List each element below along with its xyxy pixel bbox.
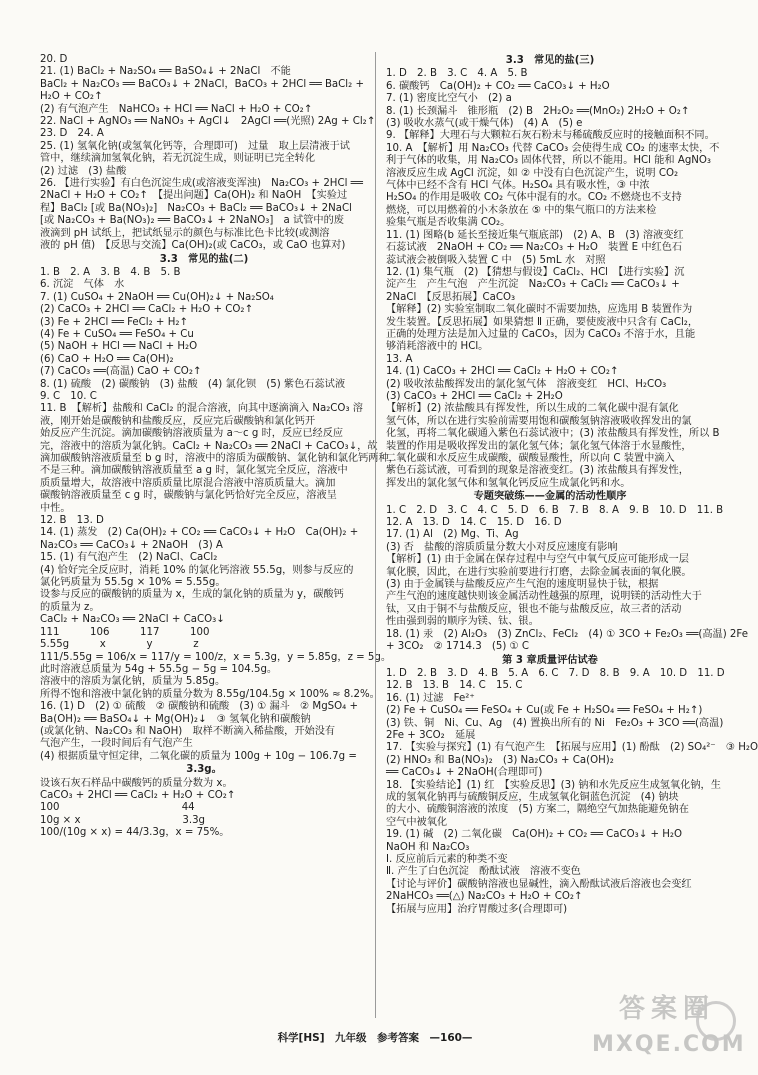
answer-line: (3) 否 盐酸的溶质质量分数大小对反应速度有影响 [386,541,618,553]
answer-line: 10. A 【解析】用 Na₂CO₃ 代替 CaCO₃ 会使得生成 CO₂ 的速率太快，不 [386,142,720,154]
answer-line: 管中，继续滴加氢氧化钠，若无沉淀生成，则证明已完全转化 [40,153,316,165]
answer-line: 溶液中的溶质为氯化钠，质量为 5.85g。 [40,676,226,688]
answer-line: 13. A [386,353,413,365]
answer-line: (2) 过滤 (3) 盐酸 [40,165,127,177]
answer-line: (2) 有气泡产生 NaHCO₃ + HCl ══ NaCl + H₂O + CO₂↑ [40,103,313,115]
answer-line: (6) CaO + H₂O ══ Ca(OH)₂ [40,353,174,365]
answer-line: 氢气体，所以在进行实验前需要用饱和碳酸氢钠溶液吸收挥发出的氯 [386,415,692,427]
answer-line: 石蕊试液 2NaOH + CO₂ ══ Na₂CO₃ + H₂O 装置 E 中红色石 [386,242,683,254]
answer-line: CaCO₃ + 2HCl ══ CaCl₂ + H₂O + CO₂↑ [40,789,236,801]
answer-line: 【解释】(2) 实验室制取二氧化碳时不需要加热，应选用 B 装置作为 [386,304,693,316]
answer-line: 2NaCl + H₂O + CO₂↑ 【提出问题】Ca(OH)₂ 和 NaOH 【实验过 [40,190,348,202]
answer-line: 气体中已经不含有 HCl 气体。H₂SO₄ 具有吸水性，③ 中浓 [386,180,650,192]
answer-line: (2) Fe + CuSO₄ ══ FeSO₄ + Cu(或 Fe + H₂SO₄ ══ FeSO₄ + H₂↑) [386,705,703,717]
answer-line: 25. (1) 氢氧化钠(或氢氧化钙等，合理即可) 过量 取上层清液于试 [40,140,350,152]
answer-line: ══ CaCO₃↓ + 2NaOH(合理即可) [386,767,543,779]
answer-line: 淀产生 产生气泡 产生沉淀 Na₂CO₃ + CaCl₂ ══ CaCO₃↓ + [386,279,680,291]
answer-line: 利于气体的收集，用 Na₂CO₃ 固体代替，所以不能用。HCl 能和 AgNO₃ [386,155,712,167]
answer-line: 18. (1) 汞 (2) Al₂O₃ (3) ZnCl₂、FeCl₂ (4) ① 3CO + Fe₂O₃ ══(高温) 2Fe [386,628,748,640]
answer-line: 【解析】(1) 由于金属在保存过程中与空气中氧气反应可能形成一层 [386,554,689,566]
answer-line: 始反应产生沉淀。滴加碳酸钠溶液质量为 a～c g 时，反应已经反应 [40,428,344,440]
answer-line: 2NaHCO₃ ══(△) Na₂CO₃ + H₂O + CO₂↑ [386,891,583,903]
answer-line: 14. (1) 蒸发 (2) Ca(OH)₂ + CO₂ ══ CaCO₃↓ + H₂O Ca(OH)₂ + [40,527,359,539]
answer-line: 第 3 章质量评估试卷 [502,654,598,666]
answer-line: 8. (1) 长颈漏斗 锥形瓶 (2) B 2H₂O₂ ══(MnO₂) 2H₂O + O₂↑ [386,105,690,117]
answer-line: 100 44 [40,802,195,814]
watermark-bottom-text: MXQE.COM [592,1032,746,1057]
answer-line: 设参与反应的碳酸钠的质量为 x，生成的氯化钠的质量为 y，碳酸钙 [40,589,344,601]
answer-line: 10g × x 3.3g [40,814,206,826]
answer-line: (2) 吸收浓盐酸挥发出的氯化氢气体 溶液变红 HCl、H₂CO₃ [386,378,667,390]
answer-line: (7) CaCO₃ ══(高温) CaO + CO₂↑ [40,366,202,378]
answer-line: 2Fe + 3CO₂ 延展 [386,729,476,741]
answer-line: 7. (1) 密度比空气小 (2) a [386,93,512,105]
answer-line: 16. (1) D (2) ① 硫酸 ② 碳酸钠和硫酸 (3) ① 漏斗 ② MgSO₄ + [40,701,358,713]
column-divider [375,52,376,1018]
answer-line: 液的 pH 值) 【反思与交流】Ca(OH)₂(或 CaCO₃，或 CaO 也算对) [40,240,346,252]
answer-line: 的大小、硫酸铜溶液的浓度 (5) 方案二，隔绝空气加热能避免钠在 [386,804,689,816]
answer-line: 20. D [40,54,68,65]
answer-line: 14. (1) CaCO₃ + 2HCl ══ CaCl₂ + H₂O + CO₂↑ [386,366,619,378]
answer-line: + 3CO₂ ② 1714.3 (5) ① C [386,641,530,653]
answer-line: 21. (1) BaCl₂ + Na₂SO₄ ══ BaSO₄↓ + 2NaCl 不能 [40,66,291,78]
answer-line: (或氯化钠、Na₂CO₃ 和 NaOH) 取样不断滴入稀盐酸，开始没有 [40,725,336,737]
answer-line: 5.55g x y z [40,639,199,651]
answer-line: (3) Fe + 2HCl ══ FeCl₂ + H₂↑ [40,316,188,328]
watermark-logo [592,994,746,1069]
answer-line: (5) NaOH + HCl ══ NaCl + H₂O [40,341,198,353]
answer-line: 正确的处理方法是加入过量的 CaCO₃，因为 CaCO₃ 不溶于水，且能 [386,328,696,340]
answer-line: 【解析】(2) 浓盐酸具有挥发性，所以生成的二氧化碳中混有氯化 [386,403,679,415]
answer-line: 蕊试液会被倒吸入装置 C 中 (5) 5mL 水 对照 [386,254,606,266]
answer-line: 产生气泡的速度越快则该金属活动性越强的原理，说明镁的活动性大于 [386,591,702,603]
answer-line: NaOH 和 Na₂CO₃ [386,841,470,853]
answer-line: 26. 【进行实验】有白色沉淀生成(或溶液变浑浊) Na₂CO₃ + 2HCl ══ [40,178,363,190]
answer-line: 23. D 24. A [40,128,104,140]
answer-line: 碳酸钠溶液质量至 c g 时，碳酸钠与氯化钙恰好完全反应，溶液呈 [40,490,337,502]
left-column [40,54,399,840]
answer-line: 3.3g。 [186,764,222,776]
answer-line: 装置的作用是吸收挥发出的氯化氢气体；氯化氢气体溶于水显酸性， [386,440,692,452]
answer-line: 验集气瓶是否收集满 CO₂。 [386,217,511,229]
answer-line: [或 Na₂CO₃ + Ba(NO₃)₂ ══ BaCO₃↓ + 2NaNO₃] a 试管中的废 [40,215,344,227]
answer-line: 钛，又由于铜不与盐酸反应，银也不能与盐酸反应，故三者的活动 [386,603,682,615]
answer-line: (3) 由于金属镁与盐酸反应产生气泡的速度明显快于钛，根据 [386,579,659,591]
answer-line: 专题突破练——金属的活动性顺序 [473,491,627,503]
answer-line: 【拓展与应用】治疗胃酸过多(合理即可) [386,903,568,915]
watermark-top-text: 答案圈 [618,994,715,1024]
answer-line: CaCl₂ + Na₂CO₃ ══ 2NaCl + CaCO₃↓ [40,614,225,626]
answer-line: 氧化膜，因此，在进行实验前要进行打磨，去除金属表面的氧化膜。 [386,566,692,578]
answer-line: 11. B 【解析】盐酸和 CaCl₂ 的混合溶液，向其中逐滴滴入 Na₂CO₃ 溶 [40,403,363,415]
answer-line: 17. (1) Al (2) Mg、Ti、Ag [386,529,519,541]
answer-line: 挥发出的氯化氢气体和氢氧化钙反应生成氯化钙和水。 [386,477,631,489]
answer-line: (3) 吸收水蒸气(或干燥气体) (4) A (5) e [386,118,583,130]
answer-line: 6. 碳酸钙 Ca(OH)₂ + CO₂ ══ CaCO₃↓ + H₂O [386,80,610,92]
answer-line: 中性。 [40,502,71,514]
answer-line: 发生装置。【反思拓展】如果猜想 Ⅱ 正确，要使废液中只含有 CaCl₂， [386,316,699,328]
answer-line: 18. 【实验结论】(1) 红 【实验反思】(3) 钠和水先反应生成氢氧化钠，生 [386,779,721,791]
answer-line: Na₂CO₃ ══ CaCO₃↓ + 2NaOH (3) A [40,539,223,551]
answer-line: 完，溶液中的溶质为氯化钠。CaCl₂ + Na₂CO₃ ══ 2NaCl + CaCO₃↓，故 [40,440,378,452]
answer-line: 3.3 常见的盐(二) [159,253,249,265]
answer-line: 17. 【实验与探究】(1) 有气泡产生 【拓展与应用】(1) 酚酞 (2) SO₄²⁻ ③ H₂O [386,742,758,754]
answer-line: 此时溶液总质量为 54g + 55.5g − 5g = 104.5g。 [40,663,278,675]
answer-line: 够消耗溶液中的 HCl。 [386,341,489,353]
answer-line: 紫色石蕊试液，可看到的现象是溶液变红。(3) 浓盐酸具有挥发性， [386,465,689,477]
answer-line: 滴加碳酸钠溶液质量至 b g 时，溶液中的溶质为碳酸钠、氯化钠和氯化钙两种， [40,453,399,464]
answer-line: 燃烧，可以用燃着的小木条放在 ⑤ 中的集气瓶口的方法来检 [386,204,657,216]
answer-line: H₂O + CO₂↑ [40,91,103,103]
answer-line: 100/(10g × x) = 44/3.3g，x = 75%。 [40,827,230,839]
answer-line: 不是三种。滴加碳酸钠溶液质量至 a g 时，氯化氢完全反应，溶液中 [40,465,348,477]
answer-line: 二氧化碳和水反应生成碳酸，碳酸显酸性，所以向 C 装置中滴入 [386,453,675,464]
answer-line: 3.3 常见的盐(三) [505,55,595,66]
answer-line: 11. (1) 图略(b 延长至接近集气瓶底部) (2) A、B (3) 溶液变红 [386,229,684,241]
answer-line: 12. B 13. D [40,515,104,527]
answer-line: (2) HNO₃ 和 Ba(NO₃)₂ (3) Na₂CO₃ + Ca(OH)₂ [386,754,614,766]
answer-line: 质质量增大，故溶液中溶质质量比原混合溶液中溶质质量大。滴加 [40,477,336,489]
answer-line: 性由强到弱的顺序为镁、钛、银。 [386,616,539,628]
answer-line: 液，刚开始是碳酸钠和盐酸反应，反应完后碳酸钠和氯化钙开 [40,415,316,427]
answer-line: 19. (1) 碱 (2) 二氧化碳 Ca(OH)₂ + CO₂ ══ CaCO₃↓ + H₂O [386,829,683,841]
answer-line: 1. D 2. B 3. D 4. B 5. A 6. C 7. D 8. B 9. A 10. D 11. D [386,667,725,679]
answer-line: 9. C 10. C [40,390,97,402]
right-column [386,54,758,916]
answer-line: 111/5.55g = 106/x = 117/y = 100/z，x = 5.3g，y = 5.85g，z = 5g。 [40,651,392,663]
answer-line: (3) CaCO₃ + 2HCl ══ CaCl₂ + 2H₂O [386,390,563,402]
answer-line: 8. (1) 硫酸 (2) 碳酸钠 (3) 盐酸 (4) 氯化钡 (5) 紫色石蕊试液 [40,378,346,390]
answer-line: Ⅰ. 反应前后元素的种类不变 [386,854,508,865]
answer-line: 2NaCl 【反思拓展】CaCO₃ [386,291,516,303]
answer-line: (4) Fe + CuSO₄ ══ FeSO₄ + Cu [40,328,194,340]
answer-line: 溶液反应生成 AgCl 沉淀，如 ② 中没有白色沉淀产生，说明 CO₂ [386,167,679,179]
answer-line: 气泡产生，一段时间后有气泡产生 [40,738,193,750]
answer-line: Ba(OH)₂ ══ BaSO₄↓ + Mg(OH)₂↓ ③ 氢氧化钠和碳酸钠 [40,713,311,725]
answer-line: 1. D 2. B 3. C 4. A 5. B [386,68,528,80]
answer-line: 成的氢氧化钠再与硫酸铜反应，生成氢氧化铜蓝色沉淀 (4) 钠块 [386,791,679,803]
answer-line: 1. B 2. A 3. B 4. B 5. B [40,266,181,278]
answer-line: 的质量为 z。 [40,601,100,613]
answer-line: Ⅱ. 产生了白色沉淀 酚酞试液 溶液不变色 [386,866,581,878]
answer-line: 液滴到 pH 试纸上，把试纸显示的颜色与标准比色卡比较(或测溶 [40,227,330,239]
answer-line: 【讨论与评价】碳酸钠溶液也显碱性，滴入酚酞试液后溶液也会变红 [386,878,692,890]
answer-line: 12. (1) 集气瓶 (2) 【猜想与假设】CaCl₂、HCl 【进行实验】沉 [386,266,685,278]
answer-line: 1. C 2. D 3. C 4. C 5. D 6. B 7. B 8. A 9. B 10. D 11. B [386,504,724,516]
answer-line: 9. 【解释】大理石与大颗粒石灰石粉末与稀硫酸反应时的接触面积不同。 [386,130,715,142]
answer-line: (3) 铁、铜 Ni、Cu、Ag (4) 置换出所有的 Ni Fe₂O₃ + 3CO ══(高温) [386,717,724,729]
answer-line: 氯化钙质量为 55.5g × 10% = 5.55g。 [40,577,226,589]
answer-line: 22. NaCl + AgNO₃ ══ NaNO₃ + AgCl↓ 2AgCl ══(光照) 2Ag + Cl₂↑ [40,116,376,128]
answer-line: 程】BaCl₂ [或 Ba(NO₃)₂] Na₂CO₃ + BaCl₂ ══ BaCO₃↓ + 2NaCl [40,202,352,214]
answer-line: (4) 根据质量守恒定律，二氧化碳的质量为 100g + 10g − 106.7g = [40,750,357,762]
answer-line: 设该石灰石样品中碳酸钙的质量分数为 x。 [40,777,233,789]
page-footer: 科学[HS] 九年级 参考答案 —160— [277,1032,473,1044]
answer-line: (2) CaCO₃ + 2HCl ══ CaCl₂ + H₂O + CO₂↑ [40,304,254,316]
answer-line: 空气中被氧化 [386,816,448,828]
answer-line: 16. (1) 过滤 Fe²⁺ [386,692,475,704]
answer-line: (4) 恰好完全反应时，消耗 10% 的氯化钙溶液 55.5g，则参与反应的 [40,564,354,576]
answer-line: 12. A 13. D 14. C 15. D 16. D [386,517,562,529]
answer-line: 6. 沉淀 气体 水 [40,279,125,291]
answer-line: 化氢，再将二氧化碳通入紫色石蕊试液中；(3) 浓盐酸具有挥发性，所以 B [386,428,720,440]
answer-line: H₂SO₄ 的作用是吸收 CO₂ 气体中混有的水。CO₂ 不燃烧也不支持 [386,192,682,204]
answer-line: 所得不饱和溶液中氯化钠的质量分数为 8.55g/104.5g × 100% ≈ 8.2%。 [40,688,380,700]
answer-line: 7. (1) CuSO₄ + 2NaOH ══ Cu(OH)₂↓ + Na₂SO₄ [40,291,274,303]
answer-line: 12. B 13. B 14. C 15. C [386,680,523,692]
answer-line: BaCl₂ + Na₂CO₃ ══ BaCO₃↓ + 2NaCl，BaCO₃ + 2HCl ══ BaCl₂ + [40,78,364,90]
answer-line: 15. (1) 有气泡产生 (2) NaCl、CaCl₂ [40,552,218,564]
answer-line: 111 106 117 100 [40,626,210,638]
